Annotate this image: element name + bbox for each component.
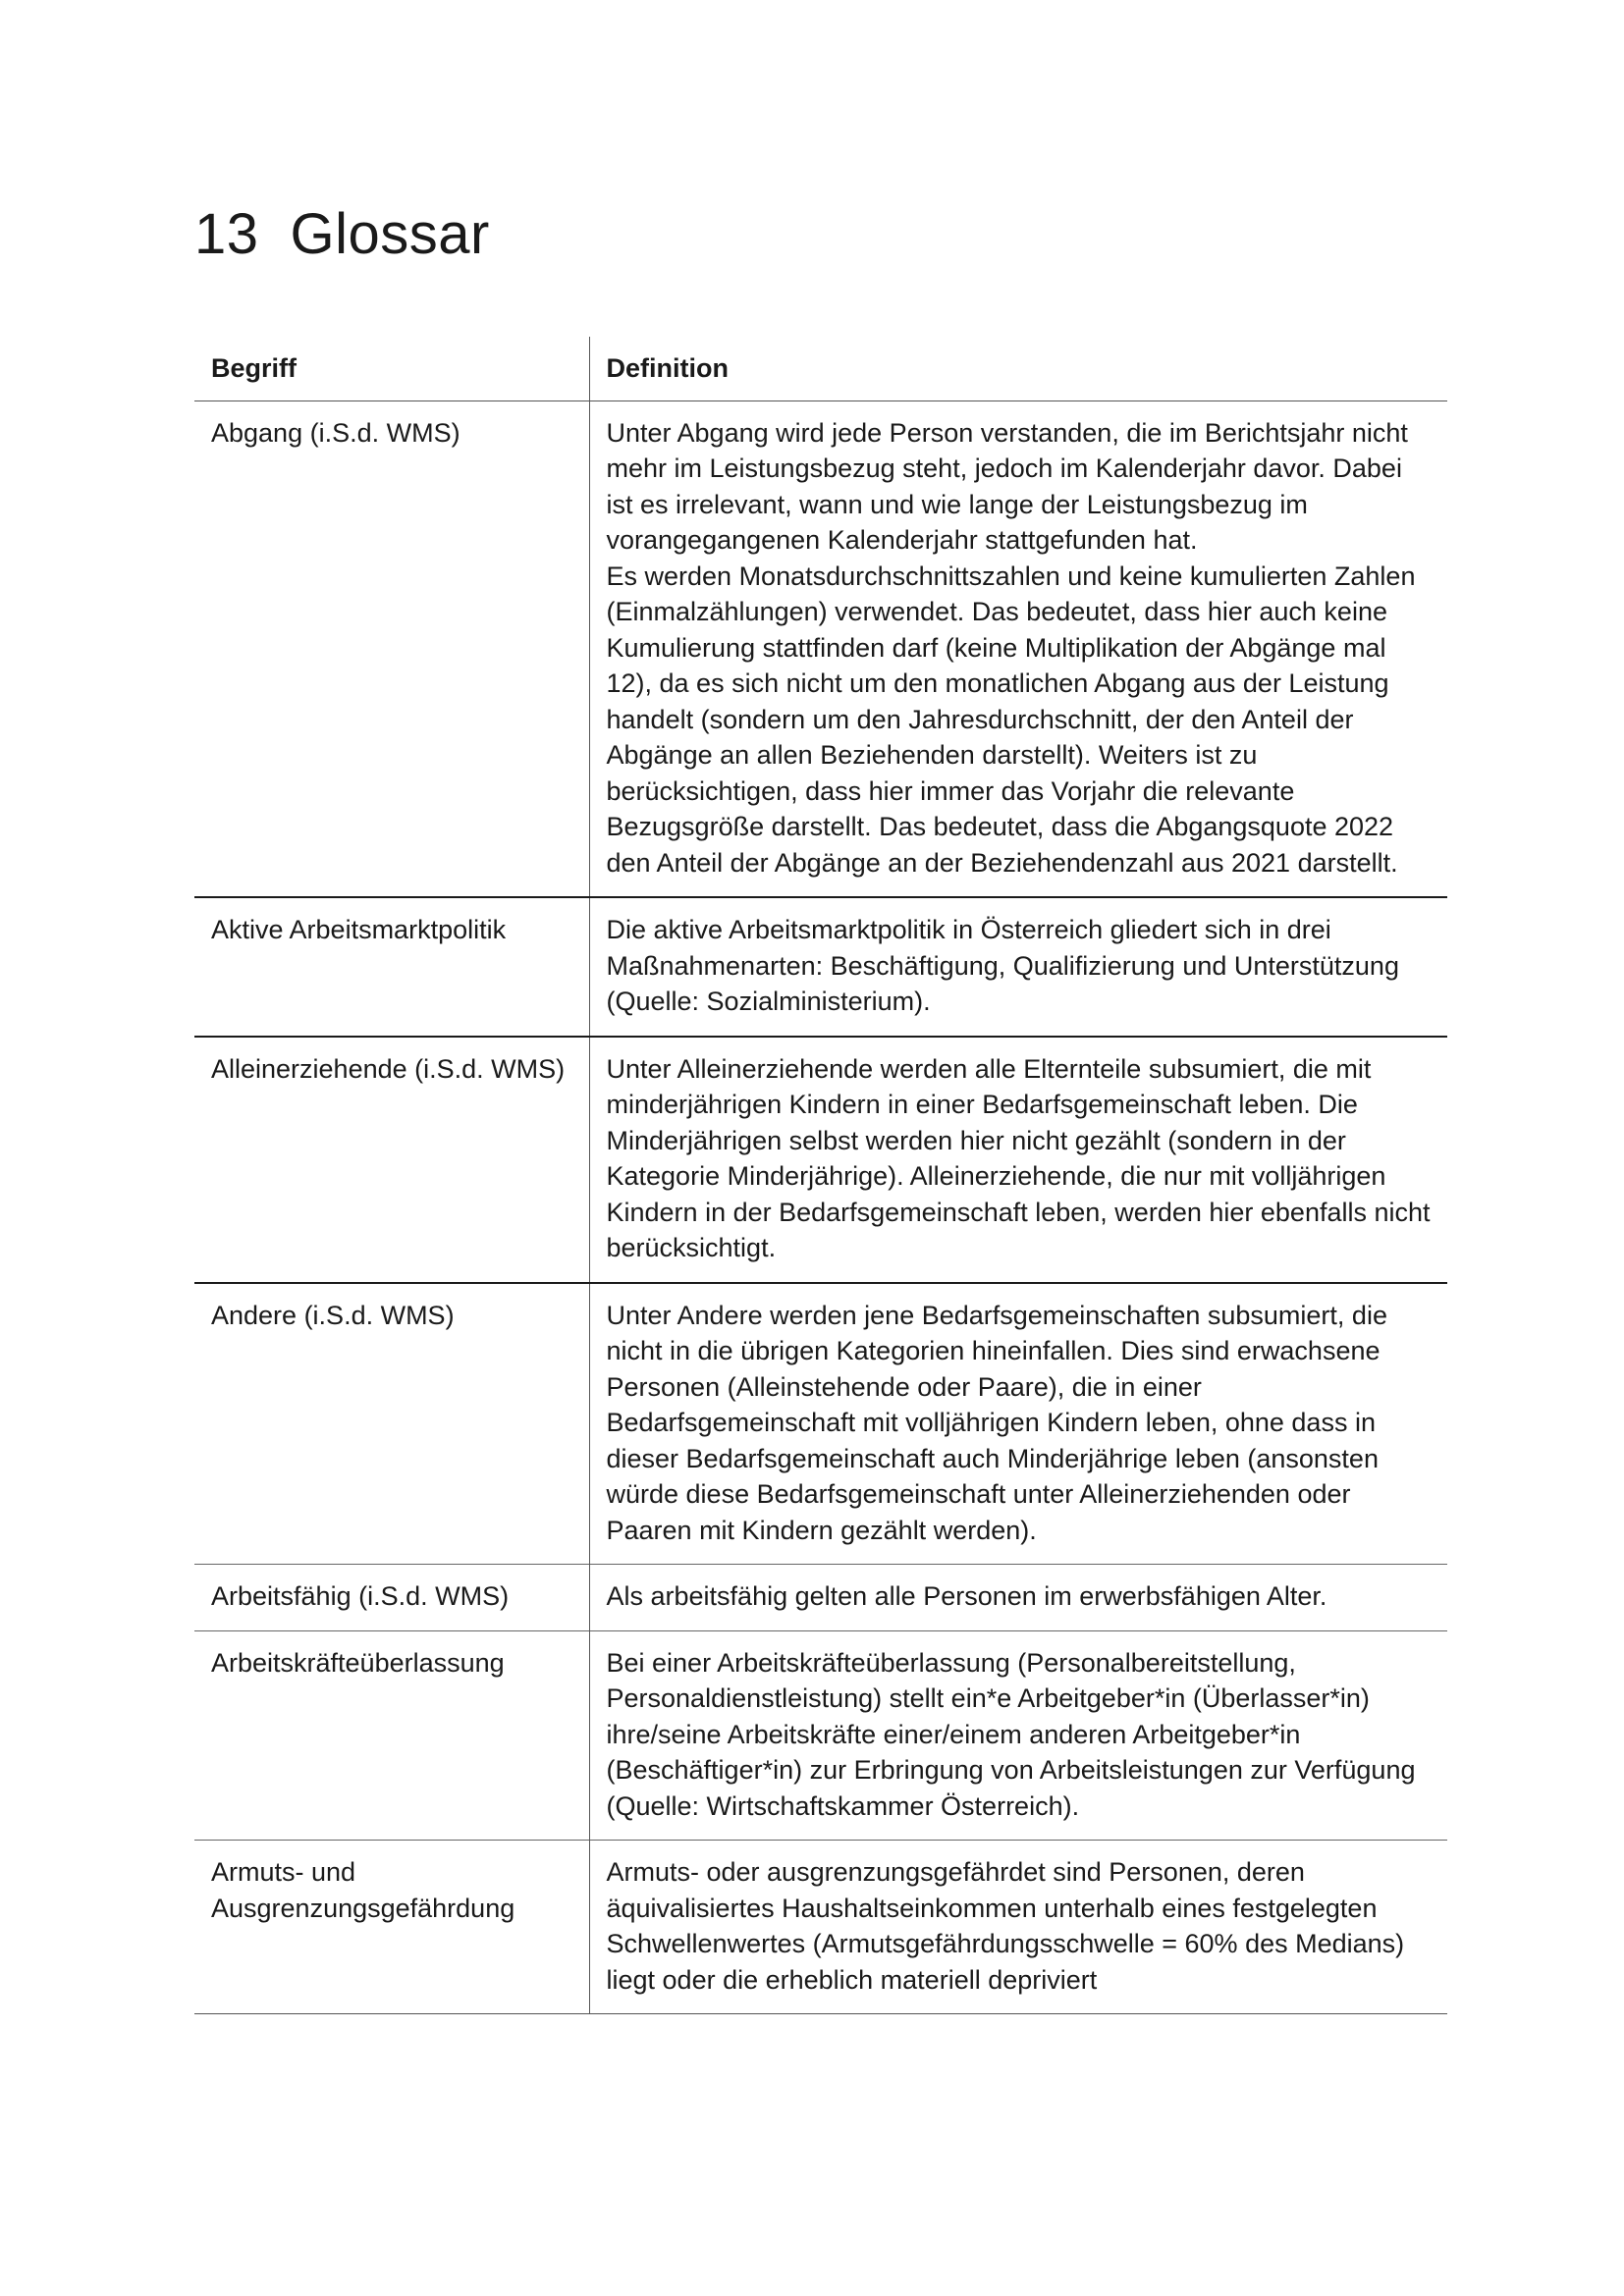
table-row	[194, 1283, 1447, 1565]
chapter-number: 13	[194, 202, 259, 266]
table-header-row	[194, 337, 1447, 400]
glossary-term: Alleinerziehende (i.S.d. WMS)	[194, 1037, 589, 1283]
table-row	[194, 897, 1447, 1037]
glossary-term: Armuts- und Ausgrenzungsgefährdung	[194, 1841, 589, 2014]
table-row	[194, 1037, 1447, 1283]
glossary-definition	[589, 897, 1447, 1037]
table-row	[194, 1565, 1447, 1631]
table-row	[194, 1841, 1447, 2014]
definition-paragraph: Bei einer Arbeitskräfteüberlassung (Personalbereitstellung, Personaldienstleistung) stellt ein*e Arbeitgeber*in (Überlasser*in) ihre/seine Arbeitskräfte einer/einem anderen Arbeitgeber*in (Beschäftiger*in) zur Erbringung von Arbeitsleistungen zur Verfügung (Quelle: Wirtschaftskammer Österreich).	[606, 1647, 1416, 1821]
table-row	[194, 400, 1447, 897]
glossary-term: Andere (i.S.d. WMS)	[194, 1283, 589, 1565]
glossary-definition	[589, 1037, 1447, 1283]
glossary-definition	[589, 400, 1447, 897]
definition-paragraph: Unter Abgang wird jede Person verstanden, die im Berichtsjahr nicht mehr im Leistungsbezug steht, jedoch im Kalenderjahr davor. Dabei ist es irrelevant, wann und wie lange der Leistungsbezug im vorangegangenen Kalenderjahr stattgefunden hat.	[606, 417, 1408, 555]
definition-paragraph: Als arbeitsfähig gelten alle Personen im erwerbsfähigen Alter.	[606, 1581, 1327, 1611]
definition-paragraph: Unter Alleinerziehende werden alle Elternteile subsumiert, die mit minderjährigen Kindern in einer Bedarfsgemeinschaft leben. Die Minderjährigen selbst werden hier nicht gezählt (sondern in der Kategorie Minderjährige). Alleinerziehende, die nur mit volljährigen Kindern in der Bedarfsgemeinschaft leben, werden hier ebenfalls nicht berücksichtigt.	[606, 1053, 1431, 1262]
definition-paragraph: Armuts- oder ausgrenzungsgefährdet sind Personen, deren äquivalisiertes Haushaltseinkommen unterhalb eines festgelegten Schwellenwertes (Armutsgefährdungsschwelle = 60% des Medians) liegt oder die erheblich materiell depriviert	[606, 1857, 1405, 1995]
glossary-term: Aktive Arbeitsmarktpolitik	[194, 897, 589, 1037]
header-term: Begriff	[194, 337, 589, 400]
glossary-definition	[589, 1565, 1447, 1631]
header-definition: Definition	[606, 353, 729, 383]
definition-paragraph: Die aktive Arbeitsmarktpolitik in Österreich gliedert sich in drei Maßnahmenarten: Beschäftigung, Qualifizierung und Unterstützung (Quelle: Sozialministerium).	[606, 915, 1399, 1016]
glossary-definition	[589, 1283, 1447, 1565]
glossary-term: Arbeitsfähig (i.S.d. WMS)	[194, 1565, 589, 1631]
definition-paragraph: Es werden Monatsdurchschnittszahlen und keine kumulierten Zahlen (Einmalzählungen) verwendet. Das bedeutet, dass hier auch keine Kumulierung stattfinden darf (keine Multiplikation der Abgänge mal 12), da es sich nicht um den monatlichen Abgang aus der Leistung handelt (sondern um den Jahresdurchschnitt, der den Anteil der Abgänge an allen Beziehenden darstellt). Weiters ist zu berücksichtigen, dass hier immer das Vorjahr die relevante Bezugsgröße darstellt. Das bedeutet, dass die Abgangsquote 2022 den Anteil der Abgänge an der Beziehendenzahl aus 2021 darstellt.	[606, 561, 1416, 878]
glossary-table	[194, 337, 1447, 2014]
chapter-title-text: Glossar	[290, 202, 490, 266]
chapter-title	[194, 201, 490, 267]
glossary-definition	[589, 1841, 1447, 2014]
table-row	[194, 1630, 1447, 1841]
glossary-term: Arbeitskräfteüberlassung	[194, 1630, 589, 1841]
glossary-term: Abgang (i.S.d. WMS)	[194, 400, 589, 897]
definition-paragraph: Unter Andere werden jene Bedarfsgemeinschaften subsumiert, die nicht in die übrigen Kategorien hineinfallen. Dies sind erwachsene Personen (Alleinstehende oder Paare), die in einer Bedarfsgemeinschaft mit volljährigen Kindern leben, ohne dass in dieser Bedarfsgemeinschaft auch Minderjährige leben (ansonsten würde diese Bedarfsgemeinschaft unter Alleinerziehenden oder Paaren mit Kindern gezählt werden).	[606, 1300, 1387, 1545]
glossary-definition	[589, 1630, 1447, 1841]
